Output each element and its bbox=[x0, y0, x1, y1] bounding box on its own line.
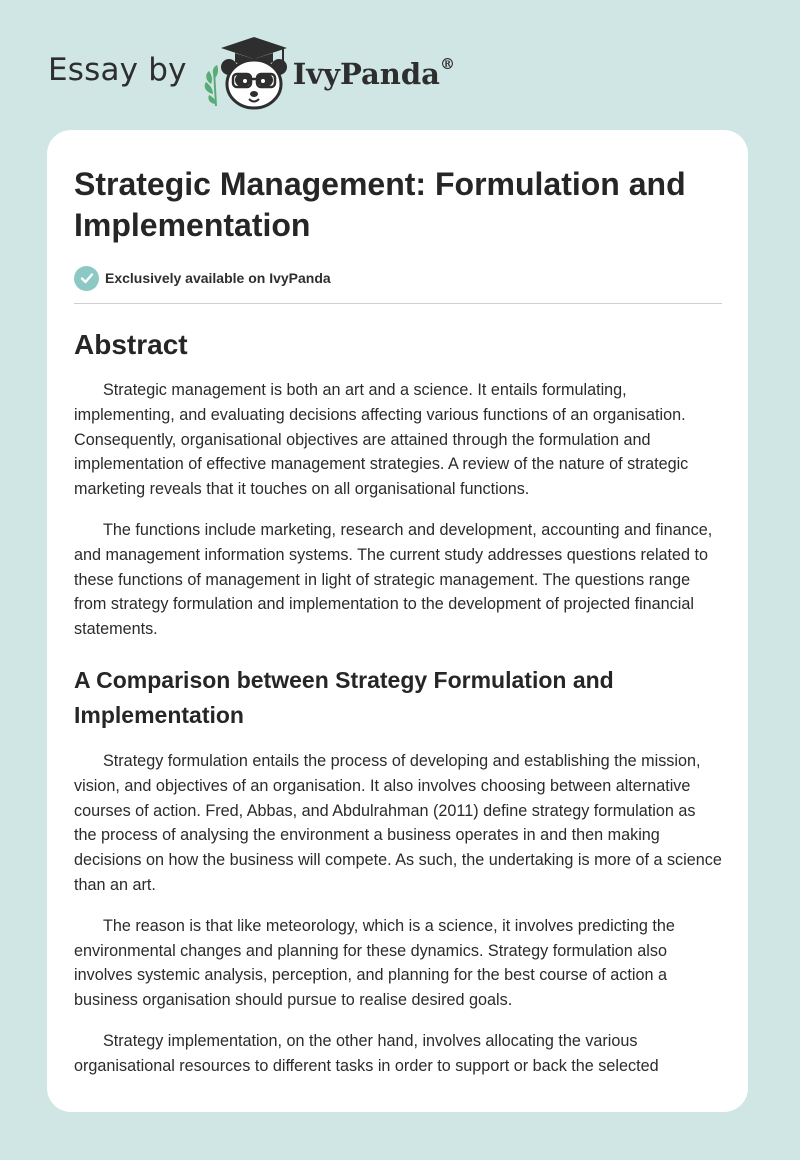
abstract-heading: Abstract bbox=[74, 329, 188, 360]
exclusive-label: Exclusively available on IvyPanda bbox=[105, 270, 331, 286]
site-header bbox=[48, 34, 455, 112]
brand-name[interactable] bbox=[293, 57, 455, 91]
comparison-paragraph-1: Strategy formulation entails the process of developing and establishing the mission, vision, and objectives of an organisation. It also involves choosing between alternative courses of action. Fred, Abbas, and Abdulrahman (2011) define strategy formulation as the process of analysing the environment a business operates in and then making decisions on how the business will compete. As such, the undertaking is more of a science than an art. bbox=[74, 751, 722, 894]
essay-by-label: Essay by bbox=[48, 52, 187, 88]
exclusive-badge bbox=[74, 265, 722, 291]
panda-graduate-icon[interactable] bbox=[199, 34, 295, 112]
essay-card bbox=[47, 130, 748, 1112]
check-icon bbox=[74, 266, 99, 291]
essay-title: Strategic Management: Formulation and Implementation bbox=[74, 166, 686, 243]
abstract-paragraph-1: Strategic management is both an art and a science. It entails formulating, implementing, and evaluating decisions affecting various functions of an organisation. Consequently, organisational objectives are attained through the formulation and implementation of effective management strategies. A review of the nature of strategic marketing reveals that it touches on all organisational functions. bbox=[74, 381, 689, 499]
comparison-paragraph-3: Strategy implementation, on the other hand, involves allocating the various organisational resources to different tasks in order to support or back the selected bbox=[74, 1031, 659, 1075]
registered-mark: ® bbox=[439, 55, 455, 73]
abstract-paragraph-2: The functions include marketing, research and development, accounting and finance, and management information systems. The current study addresses questions related to these functions of management in light of strategic management. The questions range from strategy formulation and implementation to the development of projected financial statements. bbox=[74, 520, 713, 639]
brand-name-text: IvyPanda bbox=[292, 57, 440, 91]
divider bbox=[74, 303, 722, 304]
comparison-heading: A Comparison between Strategy Formulation and Implementation bbox=[74, 666, 614, 728]
comparison-paragraph-2: The reason is that like meteorology, which is a science, it involves predicting the environmental changes and planning for these dynamics. Strategy formulation also involves systemic analysis, perception, and planning for the best course of action a business organisation should pursue to realise desired goals. bbox=[74, 916, 675, 1010]
